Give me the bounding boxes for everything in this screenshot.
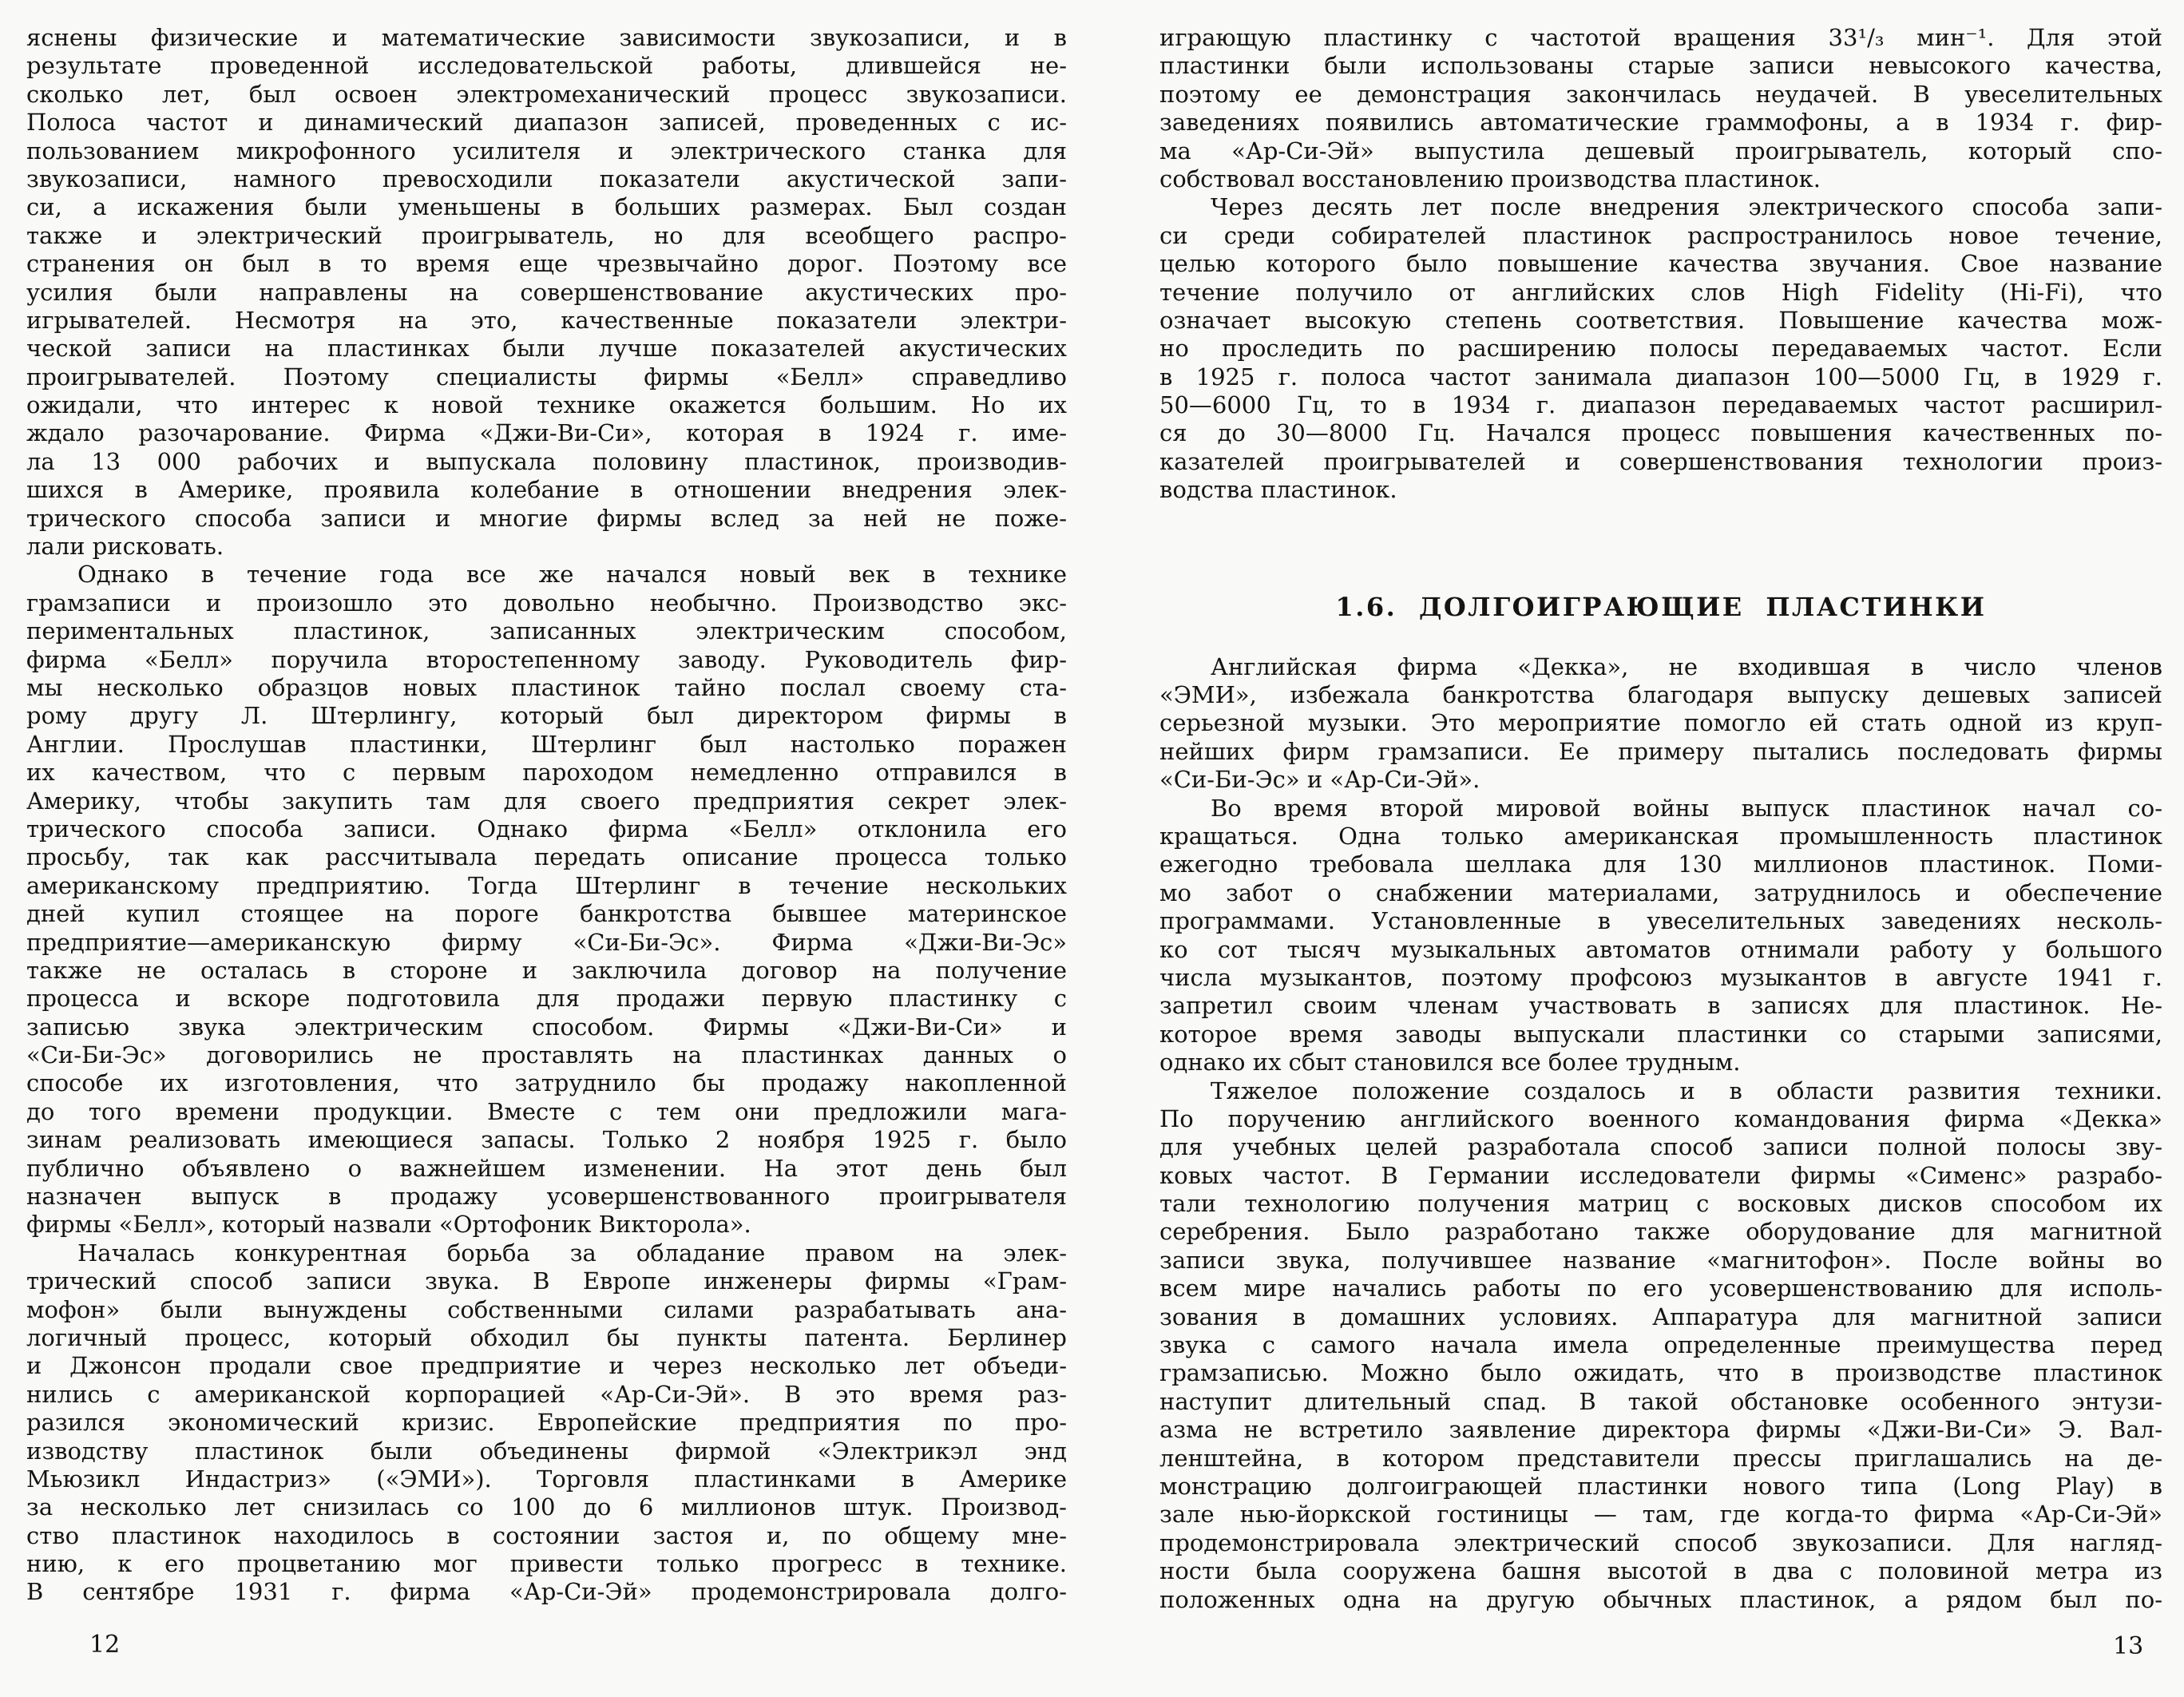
text-line: Во время второй мировой войны выпуск пластинок начал со- <box>1211 794 2162 822</box>
text-line: усилия были направлены на совершенствование акустических про- <box>26 278 1067 306</box>
text-line: положенных одна на другую обычных пластинок, а рядом был по- <box>1159 1585 2162 1613</box>
text-line: но проследить по расширению полосы передаваемых частот. Если <box>1159 335 2162 363</box>
text-line: серебрения. Было разработано также оборудование для магнитной <box>1159 1218 2162 1246</box>
text-line: си, а искажения были уменьшены в больших размерах. Был создан <box>26 193 1067 221</box>
text-line: грамзаписи и произошло это довольно необычно. Производство экс- <box>26 589 1067 617</box>
text-line: просьбу, так как рассчитывала передать описание процесса только <box>26 843 1067 871</box>
text-line: рому другу Л. Штерлингу, который был директором фирмы в <box>26 702 1067 730</box>
text-line: Мьюзикл Индастриз» («ЭМИ»). Торговля пластинками в Америке <box>26 1465 1067 1493</box>
text-line: зале нью-йоркской гостиницы — там, где когда-то фирма «Ар-Си-Эй» <box>1159 1501 2162 1528</box>
right-page-top-block <box>1159 24 2162 505</box>
right-page-text-block <box>1159 24 2162 1614</box>
text-line: шихся в Америке, проявила колебание в отношении внедрения элек- <box>26 476 1067 504</box>
text-line: звукозаписи, намного превосходили показатели акустической запи- <box>26 165 1067 192</box>
text-line: мо забот о снабжении материалами, затруднилось и обеспечение <box>1159 878 2162 906</box>
text-line: фирма «Белл» поручила второстепенному заводу. Руководитель фир- <box>26 645 1067 673</box>
text-line: мы несколько образцов новых пластинок тайно послал своему ста- <box>26 673 1067 701</box>
text-line: заведениях появились автоматические граммофоны, а в 1934 г. фир- <box>1159 109 2162 137</box>
text-line: серьезной музыки. Это мероприятие помогло ей стать одной из круп- <box>1159 709 2162 737</box>
text-line: записью звука электрическим способом. Фирмы «Джи-Ви-Си» и <box>26 1013 1067 1041</box>
text-line: американскому предприятию. Тогда Штерлинг в течение нескольких <box>26 871 1067 899</box>
text-line: ждало разочарование. Фирма «Джи-Ви-Си», которая в 1924 г. име- <box>26 419 1067 447</box>
text-line: «Си-Би-Эс» и «Ар-Си-Эй». <box>1159 766 1480 794</box>
text-line: до того времени продукции. Вместе с тем они предложили мага- <box>26 1097 1067 1125</box>
text-line: ма «Ар-Си-Эй» выпустила дешевый проигрыватель, который спо- <box>1159 137 2162 165</box>
text-line: и Джонсон продали свое предприятие и через несколько лет объеди- <box>26 1352 1067 1380</box>
text-line: наступит длительный спад. В такой обстановке особенного энтузи- <box>1159 1387 2162 1415</box>
page-number-right: 13 <box>2113 1632 2144 1660</box>
text-line: за несколько лет снизилась со 100 до 6 миллионов штук. Производ- <box>26 1493 1067 1521</box>
text-line: играющую пластинку с частотой вращения 33¹/₃ мин⁻¹. Для этой <box>1159 24 2162 51</box>
text-line: тали технологию получения матриц с восковых дисков способом их <box>1159 1190 2162 1218</box>
text-line: Америку, чтобы закупить там для своего предприятия секрет элек- <box>26 787 1067 815</box>
text-line: казателей проигрывателей и совершенствования технологии произ- <box>1159 447 2162 475</box>
text-line: также и электрический проигрыватель, но для всеобщего распро- <box>26 221 1067 249</box>
text-line: водства пластинок. <box>1159 476 1397 504</box>
text-line: кращаться. Одна только американская промышленность пластинок <box>1159 822 2162 850</box>
text-line: ленштейна, в котором представители прессы приглашались на де- <box>1159 1444 2162 1472</box>
text-line: грамзаписью. Можно было ожидать, что в производстве пластинок <box>1159 1359 2162 1387</box>
right-page-bottom-block <box>1159 653 2162 1614</box>
section-heading: 1.6. ДОЛГОИГРАЮЩИЕ ПЛАСТИНКИ <box>1335 591 1987 622</box>
text-line: изводству пластинок были объединены фирмой «Электрикэл энд <box>26 1437 1067 1465</box>
text-line: ковых частот. В Германии исследователи фирмы «Сименс» разрабо- <box>1159 1161 2162 1189</box>
text-line: способе их изготовления, что затруднило бы продажу накопленной <box>26 1069 1067 1097</box>
text-line: фирмы «Белл», который назвали «Ортофоник Викторола». <box>26 1211 751 1239</box>
text-line: результате проведенной исследовательской работы, длившейся не- <box>26 52 1067 80</box>
text-line: публично объявлено о важнейшем изменении. На этот день был <box>26 1154 1067 1182</box>
text-line: игрывателей. Несмотря на это, качественные показатели электри- <box>26 306 1067 334</box>
text-line: 50—6000 Гц, то в 1934 г. диапазон передаваемых частот расширил- <box>1159 391 2162 419</box>
text-line: лали рисковать. <box>26 533 224 561</box>
text-line: целью которого было повышение качества звучания. Свое название <box>1159 250 2162 278</box>
text-line: программами. Установленные в увеселительных заведениях несколь- <box>1159 907 2162 935</box>
text-line: странения он был в то время еще чрезвычайно дорог. Поэтому все <box>26 250 1067 278</box>
text-line: ла 13 000 рабочих и выпускала половину пластинок, производив- <box>26 447 1067 475</box>
text-line: предприятие—американскую фирму «Си-Би-Эс». Фирма «Джи-Ви-Эс» <box>26 928 1067 956</box>
text-line: Через десять лет после внедрения электрического способа запи- <box>1211 193 2162 221</box>
text-line: ожидали, что интерес к новой технике окажется большим. Но их <box>26 391 1067 419</box>
text-line: «Си-Би-Эс» договорились не проставлять на пластинках данных о <box>26 1041 1067 1069</box>
text-line: поэтому ее демонстрация закончилась неудачей. В увеселительных <box>1159 80 2162 108</box>
text-line: азма не встретило заявление директора фирмы «Джи-Ви-Си» Э. Вал- <box>1159 1416 2162 1444</box>
text-line: сколько лет, был освоен электромеханический процесс звукозаписи. <box>26 80 1067 108</box>
left-page-text-block <box>26 24 1067 1607</box>
page-number-left: 12 <box>89 1631 121 1659</box>
text-line: Полоса частот и динамический диапазон записей, проведенных с ис- <box>26 109 1067 137</box>
text-line: трический способ записи звука. В Европе инженеры фирмы «Грам- <box>26 1267 1067 1295</box>
text-line: всем мире начались работы по его усовершенствованию для исполь- <box>1159 1275 2162 1302</box>
text-line: назначен выпуск в продажу усовершенствованного проигрывателя <box>26 1183 1067 1211</box>
text-line: ство пластинок находилось в состоянии застоя и, по общему мне- <box>26 1521 1067 1549</box>
text-line: зинам реализовать имеющиеся запасы. Только 2 ноября 1925 г. было <box>26 1126 1067 1154</box>
text-line: зования в домашних условиях. Аппаратура для магнитной записи <box>1159 1302 2162 1330</box>
text-line: ежегодно требовала шеллака для 130 миллионов пластинок. Поми- <box>1159 850 2162 878</box>
text-line: периментальных пластинок, записанных электрическим способом, <box>26 617 1067 645</box>
text-line: процесса и вскоре подготовила для продажи первую пластинку с <box>26 985 1067 1013</box>
text-line: Англии. Прослушав пластинки, Штерлинг был настолько поражен <box>26 730 1067 758</box>
text-line: ко сот тысяч музыкальных автоматов отнимали работу у большого <box>1159 935 2162 963</box>
text-line: продемонстрировала электрический способ звукозаписи. Для нагляд- <box>1159 1528 2162 1556</box>
text-line: Началась конкурентная борьба за обладание правом на элек- <box>77 1239 1067 1267</box>
text-line: также не осталась в стороне и заключила договор на получение <box>26 956 1067 984</box>
text-line: течение получило от английских слов High Fidelity (Hi-Fi), что <box>1159 278 2162 306</box>
text-line: «ЭМИ», избежала банкротства благодаря выпуску дешевых записей <box>1159 681 2162 709</box>
text-line: Однако в течение года все же начался новый век в технике <box>77 561 1067 589</box>
text-line: пользованием микрофонного усилителя и электрического станка для <box>26 137 1067 165</box>
text-line: По поручению английского военного командования фирма «Декка» <box>1159 1104 2162 1132</box>
text-line: мофон» были вынуждены собственными силами разрабатывать ана- <box>26 1295 1067 1323</box>
text-line: запретил своим членам участвовать в записях для пластинок. Не- <box>1159 992 2162 1020</box>
text-line: числа музыкантов, поэтому профсоюз музыкантов в августе 1941 г. <box>1159 963 2162 991</box>
text-line: трического способа записи. Однако фирма «Белл» отклонила его <box>26 815 1067 843</box>
text-line: В сентябре 1931 г. фирма «Ар-Си-Эй» продемонстрировала долго- <box>26 1578 1067 1606</box>
text-line: дней купил стоящее на пороге банкротства бывшее материнское <box>26 900 1067 928</box>
text-line: ности была сооружена башня высотой в два с половиной метра из <box>1159 1557 2162 1585</box>
text-line: для учебных целей разработала способ записи полной полосы зву- <box>1159 1133 2162 1161</box>
text-line: означает высокую степень соответствия. Повышение качества мож- <box>1159 306 2162 334</box>
text-line: яснены физические и математические зависимости звукозаписи, и в <box>26 24 1067 51</box>
text-line: в 1925 г. полоса частот занимала диапазон 100—5000 Гц, в 1929 г. <box>1159 363 2162 391</box>
text-line: Тяжелое положение создалось и в области развития техники. <box>1211 1076 2162 1104</box>
text-line: проигрывателей. Поэтому специалисты фирмы «Белл» справедливо <box>26 363 1067 391</box>
text-line: разился экономический кризис. Европейские предприятия по про- <box>26 1409 1067 1437</box>
text-line: собствовал восстановлению производства пластинок. <box>1159 165 1821 192</box>
text-line: трического способа записи и многие фирмы вслед за ней не поже- <box>26 504 1067 532</box>
text-line: которое время заводы выпускали пластинки со старыми записями, <box>1159 1020 2162 1048</box>
text-line: звука с самого начала имела определенные преимущества перед <box>1159 1331 2162 1359</box>
text-line: монстрацию долгоиграющей пластинки нового типа (Long Play) в <box>1159 1472 2162 1500</box>
text-line: си среди собирателей пластинок распространилось новое течение, <box>1159 221 2162 249</box>
text-line: однако их сбыт становился все более трудным. <box>1159 1049 1741 1076</box>
text-line: пластинки были использованы старые записи невысокого качества, <box>1159 52 2162 80</box>
text-line: логичный процесс, который обходил бы пункты патента. Берлинер <box>26 1323 1067 1351</box>
text-line: нейших фирм грамзаписи. Ее примеру пытались последовать фирмы <box>1159 737 2162 765</box>
text-line: ческой записи на пластинках были лучше показателей акустических <box>26 335 1067 363</box>
text-line: нились с американской корпорацией «Ар-Си-Эй». В это время раз- <box>26 1380 1067 1408</box>
text-line: записи звука, получившее название «магнитофон». После войны во <box>1159 1246 2162 1274</box>
text-line: Английская фирма «Декка», не входившая в число членов <box>1211 652 2162 680</box>
text-line: нию, к его процветанию мог привести только прогресс в технике. <box>26 1550 1067 1578</box>
text-line: ся до 30—8000 Гц. Начался процесс повышения качественных по- <box>1159 419 2162 447</box>
text-line: их качеством, что с первым пароходом немедленно отправился в <box>26 759 1067 787</box>
